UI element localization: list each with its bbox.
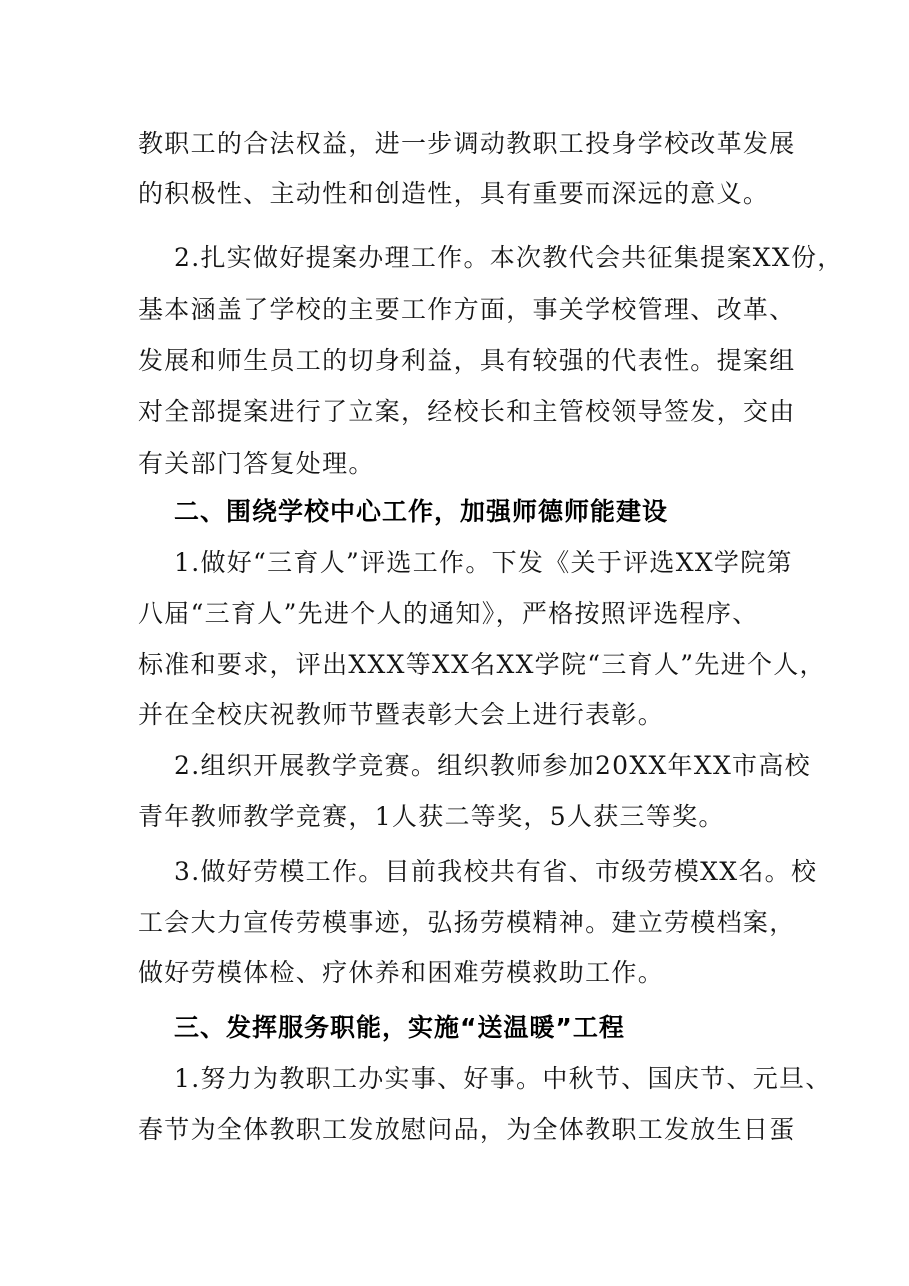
section-heading: 三、发挥服务职能，实施“送温暖”工程 [174, 1013, 625, 1042]
text-line: 3.做好劳模工作。目前我校共有省、市级劳模XX名。校 [174, 857, 818, 886]
text-line: 1.做好“三育人”评选工作。下发《关于评选XX学院第 [174, 548, 793, 577]
text-line: 1.努力为教职工办实事、好事。中秋节、国庆节、元旦、 [174, 1064, 832, 1093]
text-line: 标准和要求，评出XXX等XX名XX学院“三育人”先进个人， [138, 650, 826, 679]
text-line: 发展和师生员工的切身利益，具有较强的代表性。提案组 [138, 346, 796, 375]
text-line: 八届“三育人”先进个人的通知》，严格按照评选程序、 [138, 599, 759, 628]
text-line: 青年教师教学竞赛，1人获二等奖，5人获三等奖。 [138, 802, 725, 831]
section-heading: 二、围绕学校中心工作，加强师德师能建设 [174, 497, 669, 526]
text-line: 对全部提案进行了立案，经校长和主管校领导签发，交由 [138, 397, 796, 426]
text-line: 教职工的合法权益，进一步调动教职工投身学校改革发展 [138, 129, 796, 158]
text-line: 有关部门答复处理。 [138, 449, 375, 478]
text-line: 2.组织开展教学竞赛。组织教师参加20XX年XX市高校 [174, 751, 811, 780]
text-line: 春节为全体教职工发放慰问品，为全体教职工发放生日蛋 [138, 1115, 796, 1144]
text-line: 做好劳模体检、疗休养和困难劳模救助工作。 [138, 958, 665, 987]
text-line: 的积极性、主动性和创造性，具有重要而深远的意义。 [138, 179, 770, 208]
text-line: 工会大力宣传劳模事迹，弘扬劳模精神。建立劳模档案， [138, 908, 796, 937]
text-line: 并在全校庆祝教师节暨表彰大会上进行表彰。 [138, 700, 665, 729]
text-line: 2.扎实做好提案办理工作。本次教代会共征集提案XX份， [174, 243, 844, 272]
text-line: 基本涵盖了学校的主要工作方面，事关学校管理、改革、 [138, 295, 796, 324]
